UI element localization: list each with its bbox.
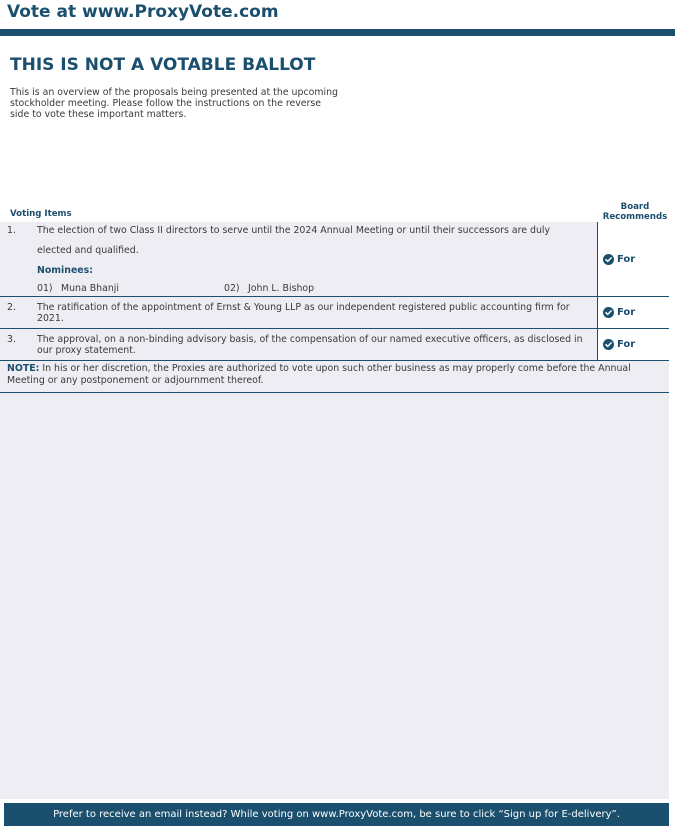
check-circle-icon — [603, 339, 614, 350]
proposal-row-1 — [0, 222, 669, 297]
proposals-panel — [0, 222, 669, 799]
nominee-name: Muna Bhanji — [61, 283, 119, 294]
note-divider — [0, 392, 669, 393]
proposal-number: 1. — [7, 225, 16, 236]
header-rule — [0, 29, 675, 36]
nominee-number: 01) — [37, 283, 53, 294]
board-recommendation — [597, 297, 669, 328]
voting-items-header: Voting Items — [10, 209, 72, 219]
proposal-row-2 — [0, 297, 669, 329]
nominee-name: John L. Bishop — [248, 283, 315, 294]
header-title: Vote at www.ProxyVote.com — [7, 2, 279, 22]
nominee-2 — [224, 283, 314, 294]
nominees-label: Nominees: — [37, 265, 93, 276]
proposal-number: 2. — [7, 302, 16, 313]
proposal-text: The approval, on a non-binding advisory basis, of the compensation of our named executive officers, as disclosed in our proxy statement. — [37, 334, 583, 356]
proposal-row-3 — [0, 329, 669, 361]
recommendation-label: For — [617, 307, 636, 318]
board-recommendation — [597, 222, 669, 296]
board-recommends-header: Board Recommends — [602, 202, 668, 222]
footer-banner: Prefer to receive an email instead? While voting on www.ProxyVote.com, be sure to click “Sign up for E-delivery”. — [4, 803, 669, 826]
nominee-number: 02) — [224, 283, 240, 294]
note-label: NOTE: — [7, 363, 40, 374]
note-text — [7, 363, 667, 387]
check-circle-icon — [603, 254, 614, 265]
page-title: THIS IS NOT A VOTABLE BALLOT — [10, 55, 316, 75]
proposal-text-line-1: The election of two Class II directors to serve until the 2024 Annual Meeting or until their successors are duly — [37, 225, 551, 236]
board-recommendation — [597, 329, 669, 360]
proposal-text: The ratification of the appointment of Ernst & Young LLP as our independent registered public accounting firm for 2021. — [37, 302, 570, 324]
recommendation-label: For — [617, 253, 636, 265]
intro-text: This is an overview of the proposals being presented at the upcoming stockholder meeting. Please follow the instructions on the reverse side to vote these important matters. — [10, 87, 338, 120]
proposal-number: 3. — [7, 334, 16, 345]
nominee-1 — [37, 283, 119, 294]
check-circle-icon — [603, 307, 614, 318]
proposal-text-line-2: elected and qualified. — [37, 245, 139, 256]
note-body: In his or her discretion, the Proxies are authorized to vote upon such other business as may properly come before the Annual Meeting or any postponement or adjournment thereof. — [7, 363, 631, 386]
recommendation-label: For — [617, 339, 636, 350]
